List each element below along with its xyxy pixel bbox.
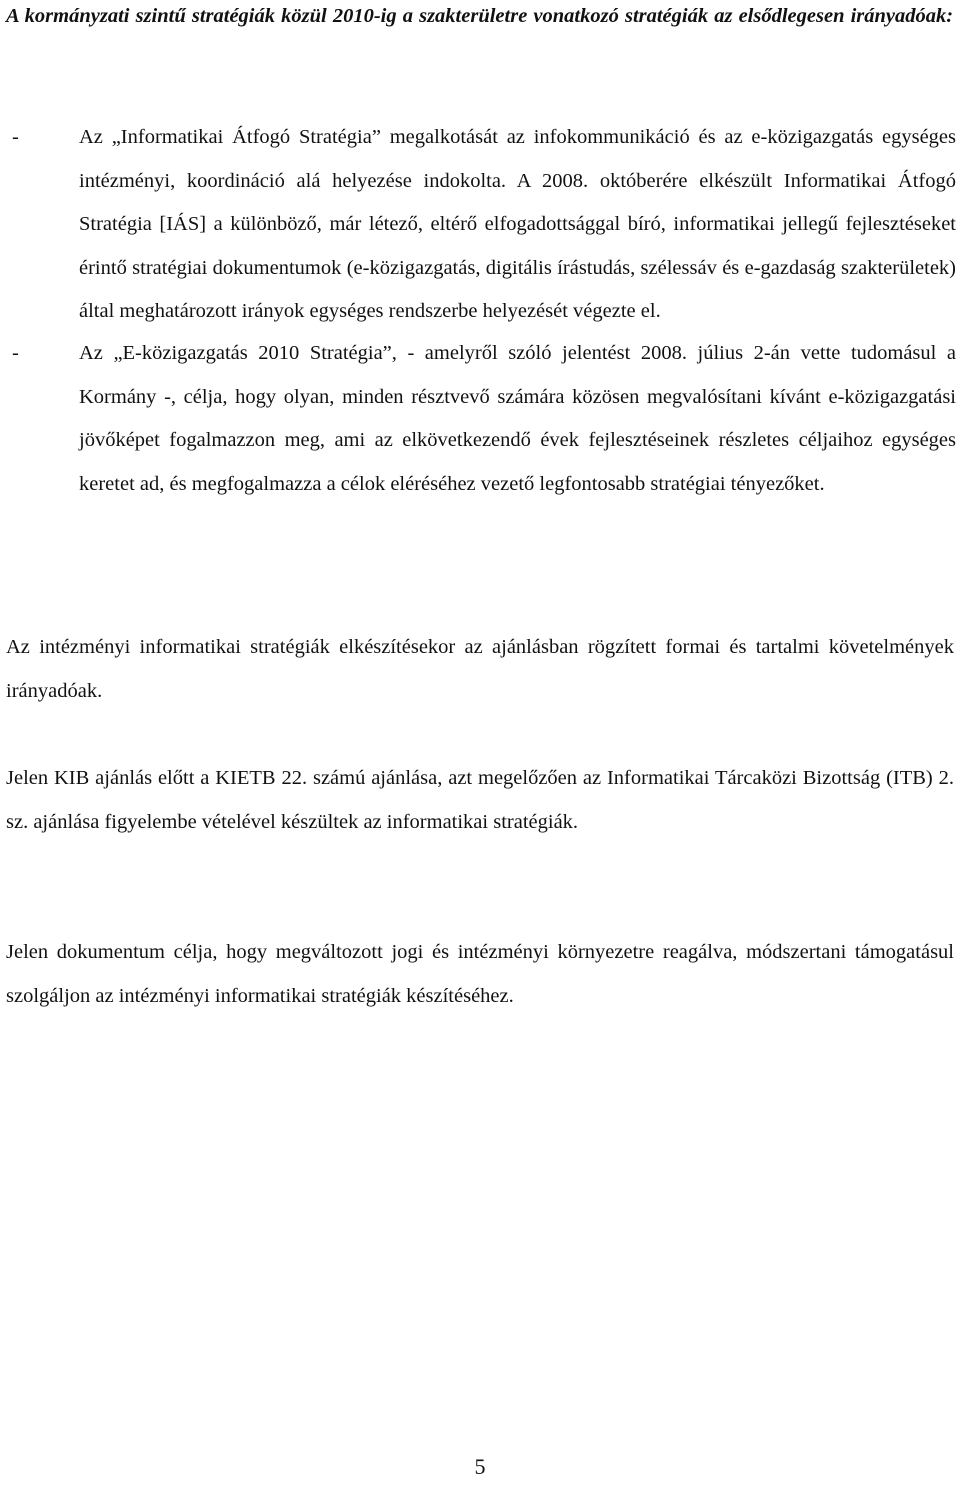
list-item — [0, 116, 960, 334]
paragraph-requirements: Az intézményi informatikai stratégiák elkészítésekor az ajánlásban rögzített formai és tartalmi követelmények irányadóak. — [6, 636, 954, 702]
list-item — [0, 332, 960, 506]
paragraph-purpose: Jelen dokumentum célja, hogy megváltozott jogi és intézményi környezetre reagálva, módszertani támogatásul szolgáljon az intézményi informatikai stratégiák készítéséhez. — [6, 941, 954, 1007]
list-item-text: Az „Informatikai Átfogó Stratégia” megalkotását az infokommunikáció és az e-közigazgatás egységes intézményi, koordináció alá helyezése indokolta. A 2008. októberére elkészült Informatikai Átfogó Stratégia [IÁS] a különböző, már létező, eltérő elfogadottsággal bíró, informatikai jellegű fejlesztéseket érintő stratégiai dokumentumok (e-közigazgatás, digitális írástudás, szélessáv és e-gazdaság szakterületek) által meghatározott irányok egységes rendszerbe helyezését végezte el. — [79, 126, 956, 323]
page-number: 5 — [474, 1454, 486, 1479]
strategy-list — [0, 116, 960, 506]
list-marker: - — [12, 341, 19, 364]
list-marker: - — [12, 126, 19, 148]
list-item-text: Az „E-közigazgatás 2010 Stratégia”, - amelyről szóló jelentést 2008. július 2-án vette tudomásul a Kormány -, célja, hogy olyan, minden résztvevő számára közösen megvalósítani kívánt e-közigazgatási jövőképet fogalmazzon meg, ami az elkövetkezendő évek fejlesztéseinek részletes céljaihoz egységes keretet ad, és megfogalmazza a célok eléréséhez vezető legfontosabb stratégiai tényezőket. — [79, 341, 956, 495]
section-heading: A kormányzati szintű stratégiák közül 2010-ig a szakterületre vonatkozó stratégiák az elsődlegesen irányadóak: — [6, 5, 954, 27]
paragraph-precedents: Jelen KIB ajánlás előtt a KIETB 22. számú ajánlása, azt megelőzően az Informatikai Tárcaközi Bizottság (ITB) 2. sz. ajánlása figyelembe vételével készültek az informatikai stratégiák. — [6, 767, 954, 833]
